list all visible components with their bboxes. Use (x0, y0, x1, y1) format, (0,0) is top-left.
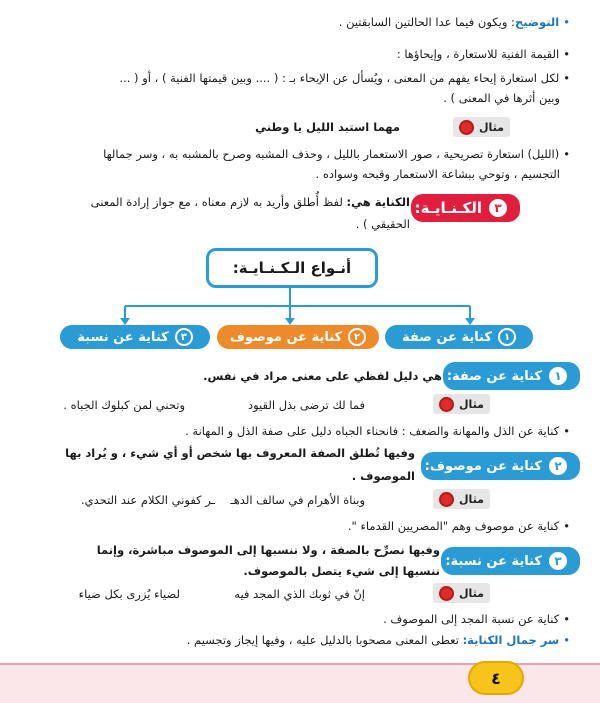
artistic-value-line: • القيمة الفنية للاستعارة ، وإيحاؤها : (397, 46, 570, 62)
section1-verse-left: وتحني لمن كبلوك الجباه . (63, 398, 185, 412)
section2-desc-line2: الموصوف . (351, 469, 415, 483)
page-number: ٤ (468, 661, 524, 695)
section2-desc-line1: وفيها تُطلق الصفة المعروف بها شخص أو أي شيء ، و يُراد بها (65, 446, 415, 460)
section3-verse-right: إنّ في ثوبك الذي المجد فيه (234, 587, 365, 601)
secret-line (187, 632, 570, 648)
type-pill-1: ١ كناية عن صفة (385, 325, 533, 349)
section3-desc-line1: وفيها نصرِّح بالصفة ، ولا ننسبها إلى الموصوف مباشرة، وإنما (96, 543, 440, 557)
section2-header: ٢ كناية عن موصوف: (421, 452, 580, 480)
section2-example-badge: مثال (433, 489, 490, 509)
type-pill-2: ٢ كناية عن موصوف (217, 325, 379, 349)
types-connector (0, 288, 600, 328)
section2-verse-left: ـر كفوني الكلام عند التحدي. (80, 493, 215, 507)
kinaya-def-line2: الحقيقي ) . (355, 217, 410, 231)
clarification-label: التوضيح (514, 15, 560, 29)
kinaya-header (411, 194, 520, 222)
section1-verse-right: فما لك ترضى بذل القيود (247, 398, 365, 412)
kinaya-def-line1: الكناية هي: لفظ أُطلق وأريد به لازم معناه ، مع جواز إرادة المعنى (90, 195, 410, 209)
section1-header: ١ كناية عن صفة: (443, 362, 580, 390)
kinaya-num: ٣ (486, 196, 510, 220)
each-metaphor-line1: • لكل استعارة إيحاء يفهم من المعنى ، ويُسأل عن الإيحاء بـ : ( .... وبين قيمتها الفنية ) ، أو ( ... (119, 70, 570, 86)
section1-explain: • كناية عن الذل والمهانة والضعف : فانحناء الجباه دليل على صفة الذل و المهانة . (185, 423, 570, 439)
example-text: مهما استبد الليل يا وطني (255, 120, 400, 134)
secret-label: سر جمال الكناية: (462, 633, 560, 647)
section3-verse-left: لضياء يُزرى بكل ضياء (78, 587, 180, 601)
red-dot-icon (439, 586, 454, 601)
section1-desc: هي دليل لفظي على معنى مراد في نفس. (203, 369, 442, 383)
section3-header: ٣ كناية عن نسبة: (441, 547, 580, 575)
types-title-box: أنـواع الـكـنـايـة: (206, 248, 378, 288)
section3-example-badge: مثال (433, 583, 490, 603)
section2-explain: • كناية عن موصوف وهم "المصريين القدماء ". (348, 518, 570, 534)
red-dot-icon (439, 492, 454, 507)
clarification-line (339, 14, 570, 30)
section3-explain: • كناية عن نسبة المجد إلى الموصوف . (383, 611, 570, 627)
section3-desc-line2: ننسبها إلى شيء يتصل بالموصوف. (243, 564, 440, 578)
secret-text: تعطى المعنى مصحوبا بالدليل عليه ، وفيها إيجاز وتجسيم . (186, 633, 463, 647)
bullet (559, 15, 570, 29)
red-dot-icon (459, 120, 474, 135)
each-metaphor-line2: وبين أثرها في المعنى ) . (443, 91, 560, 105)
section2-verse-right: وبناة الأهرام في سالف الدهـ (230, 493, 365, 507)
example-badge: مثال (453, 117, 510, 137)
clarification-text: : ويكون فيما عدا الحالتين السابقتين . (338, 15, 515, 29)
example-explain-line1: • (الليل) استعارة تصريحية ، صور الاستعمار بالليل ، وحذف المشبه وصرح بالمشبه به ، وسر جمالها (103, 146, 570, 162)
section1-example-badge: مثال (433, 394, 490, 414)
example-explain-line2: التجسيم ، وتوحي ببشاعة الاستعمار وقبحه وسواده . (315, 167, 560, 181)
kinaya-title: الكـنـايـة: (414, 199, 482, 217)
red-dot-icon (439, 397, 454, 412)
type-pill-3: ٣ كناية عن نسبة (60, 325, 210, 349)
